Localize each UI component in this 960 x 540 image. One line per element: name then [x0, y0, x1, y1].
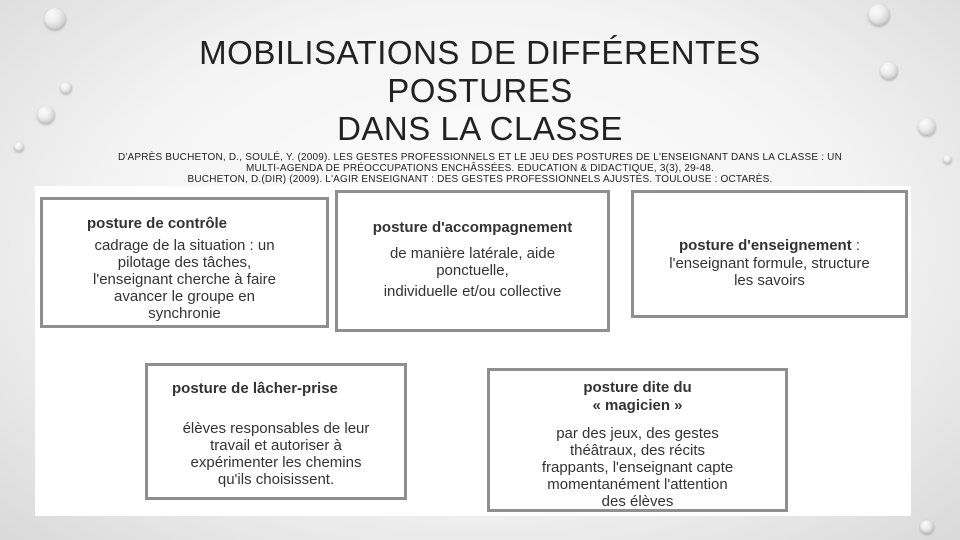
posture-heading [500, 379, 775, 415]
posture-heading: posture de contrôle [87, 215, 228, 232]
slide-title-line: POSTURES [387, 72, 573, 109]
droplet-decoration [920, 520, 934, 534]
description-line: les savoirs [734, 272, 805, 289]
droplet-decoration [918, 118, 936, 136]
posture-description [640, 255, 899, 289]
posture-description [158, 420, 394, 488]
description-line: de manière latérale, aide [389, 245, 556, 262]
posture-heading: posture de lâcher-prise [172, 380, 338, 397]
slide-title-line: DANS LA CLASSE [337, 110, 623, 147]
description-line: cadrage de la situation : un [94, 237, 275, 254]
description-line: qu'ils choisissent. [217, 471, 335, 488]
slide-title [130, 34, 830, 148]
description-line: des élèves [601, 493, 674, 510]
description-line: l'enseignant formule, structure [669, 255, 870, 272]
slide-title-line: MOBILISATIONS DE DIFFÉRENTES [199, 34, 761, 71]
posture-heading [640, 237, 899, 255]
description-line: théâtraux, des récits [569, 442, 706, 459]
posture-heading-line: posture dite du [583, 379, 692, 396]
posture-heading: posture d'accompagnement [372, 219, 573, 236]
description-line: travail et autoriser à [210, 437, 342, 454]
reference-line: MULTI-AGENDA DE PRÉOCCUPATIONS ENCHÂSSÉES. EDUCATION & DIDACTIQUE, 3(3), 29-48. [246, 163, 714, 174]
description-line: avancer le groupe en [114, 288, 255, 305]
posture-heading-line: « magicien » [592, 397, 683, 414]
droplet-decoration [880, 62, 898, 80]
posture-magicien-box [487, 368, 788, 512]
posture-heading-suffix: : [851, 237, 861, 254]
posture-accompagnement-box [335, 190, 610, 332]
description-line: expérimenter les chemins [190, 454, 362, 471]
droplet-decoration [868, 4, 890, 26]
description-line: individuelle et/ou collective [383, 283, 562, 300]
posture-description [500, 425, 775, 510]
droplet-decoration [60, 82, 72, 94]
droplet-decoration [14, 142, 24, 152]
posture-description [57, 237, 312, 322]
posture-heading-text: posture d'enseignement [678, 237, 852, 254]
droplet-decoration [943, 155, 952, 164]
description-line: l'enseignant cherche à faire [93, 271, 276, 288]
description-line: momentanément l'attention [547, 476, 728, 493]
description-line: pilotage des tâches, [117, 254, 252, 271]
reference-line: BUCHETON, D.(DIR) (2009). L'AGIR ENSEIGNANT : DES GESTES PROFESSIONNELS AJUSTÉS. TOULOUSE : OCTARÈS. [187, 174, 773, 185]
droplet-decoration [44, 8, 66, 30]
description-line: ponctuelle, [436, 262, 509, 279]
description-line: par des jeux, des gestes [556, 425, 719, 442]
droplet-decoration [37, 106, 55, 124]
description-line: élèves responsables de leur [182, 420, 370, 437]
description-line: synchronie [148, 305, 221, 322]
description-line: frappants, l'enseignant capte [541, 459, 734, 476]
postures-figure [35, 186, 911, 516]
reference-line: D'APRÈS BUCHETON, D., SOULÉ, Y. (2009). LES GESTES PROFESSIONNELS ET LE JEU DES POSTURES DE L'ENSEIGNANT DANS LA CLASSE : UN [117, 152, 843, 163]
references [40, 152, 920, 185]
posture-controle-box [40, 197, 329, 328]
posture-description [344, 245, 601, 300]
posture-lacher-prise-box [145, 363, 407, 500]
posture-enseignement-box [631, 190, 908, 318]
